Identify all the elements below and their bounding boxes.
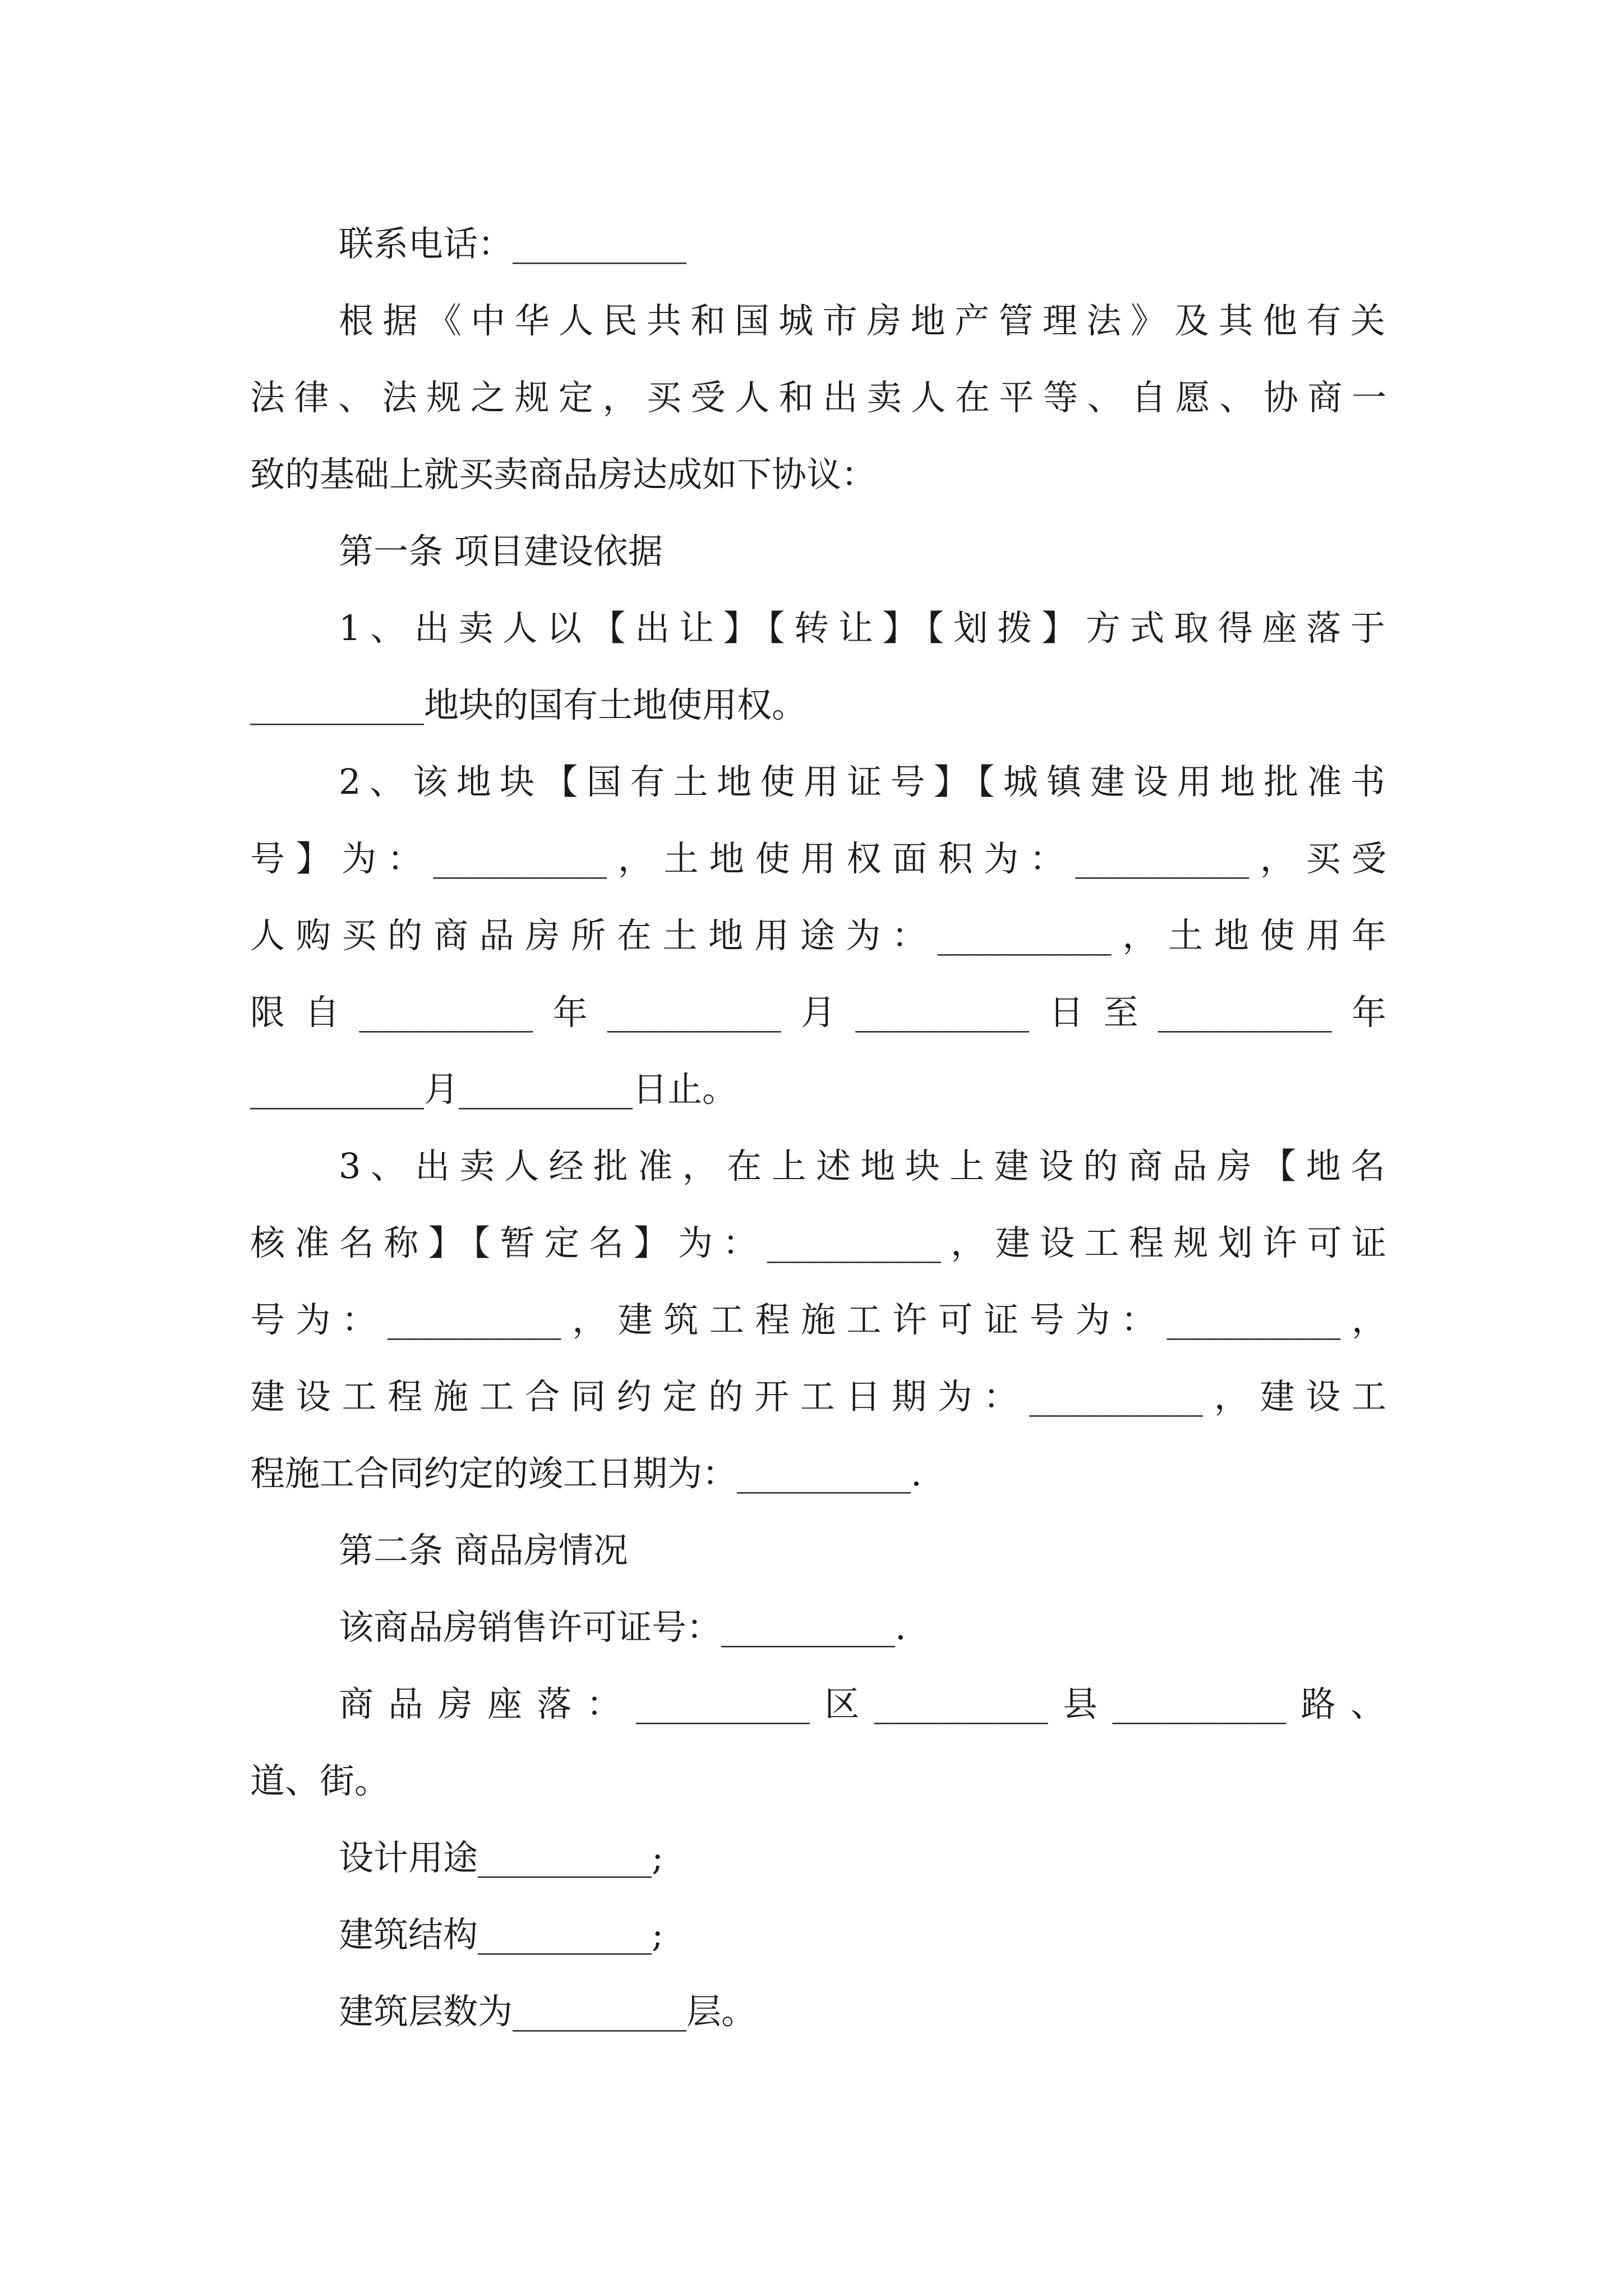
paragraph-line: __________月__________日止。 <box>250 1069 737 1110</box>
paragraph-line: 1、出卖人以【出让】【转让】【划拨】方式取得座落于 <box>339 608 1385 648</box>
paragraph-line: 限自__________年__________月__________日至__________年 <box>250 992 1386 1033</box>
paragraph-line: 设计用途__________; <box>339 1837 663 1878</box>
paragraph-line: __________地块的国有土地使用权。 <box>250 684 807 725</box>
paragraph-line: 3、出卖人经批准，在上述地块上建设的商品房【地名 <box>339 1145 1385 1186</box>
paragraph-line: 号】为：__________，土地使用权面积为：__________，买受 <box>250 838 1386 879</box>
paragraph-line: 致的基础上就买卖商品房达成如下协议： <box>250 454 877 495</box>
contact-phone-line: 联系电话：__________ <box>339 223 687 264</box>
paragraph-line: 人购买的商品房所在土地用途为：__________，土地使用年 <box>250 915 1386 956</box>
paragraph-line: 号为：__________，建筑工程施工许可证号为：__________， <box>250 1299 1386 1340</box>
paragraph-line: 建筑层数为__________层。 <box>339 1991 757 2032</box>
paragraph-line: 法律、法规之规定，买受人和出卖人在平等、自愿、协商一 <box>250 377 1386 418</box>
paragraph-line: 商品房座落：__________区__________县__________路、 <box>339 1683 1385 1724</box>
paragraph-line: 程施工合同约定的竣工日期为：__________. <box>250 1453 922 1494</box>
paragraph-line: 核准名称】【暂定名】为：__________，建设工程规划许可证 <box>250 1222 1386 1263</box>
paragraph-line: 该商品房销售许可证号：__________. <box>339 1607 906 1648</box>
article-heading: 第一条 项目建设依据 <box>339 531 663 572</box>
paragraph-line: 2、该地块【国有土地使用证号】【城镇建设用地批准书 <box>339 761 1385 802</box>
paragraph-line: 建筑结构__________; <box>339 1914 663 1955</box>
paragraph-line: 根据《中华人民共和国城市房地产管理法》及其他有关 <box>339 300 1385 341</box>
paragraph-line: 建设工程施工合同约定的开工日期为：__________，建设工 <box>250 1376 1386 1417</box>
article-heading: 第二条 商品房情况 <box>339 1530 628 1571</box>
paragraph-line: 道、街。 <box>250 1760 390 1801</box>
